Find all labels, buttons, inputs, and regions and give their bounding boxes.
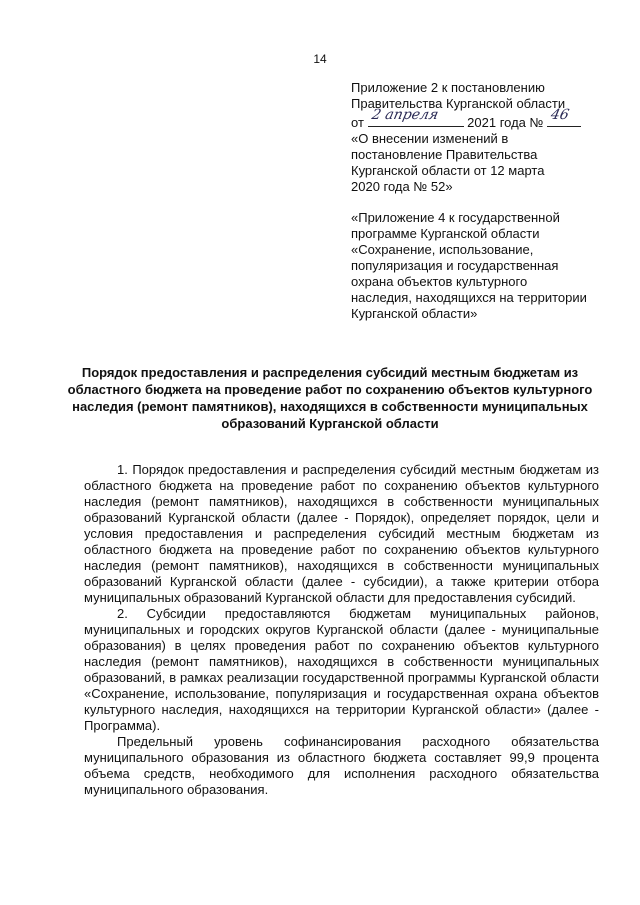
document-body — [84, 462, 599, 798]
program-line: популяризация и государственная — [351, 258, 559, 273]
paragraph: 1. Порядок предоставления и распределения субсидий местным бюджетам из областного бюджета на проведение работ по сохранению объектов культурного наследия (ремонт памятников), находящихся в собственности муниципальных образований Курганской области (далее - Порядок), определяет порядок, цели и условия предоставления и распределения субсидий местным бюджетам из областного бюджета на проведение работ по сохранению объектов культурного наследия (ремонт памятников), находящихся в собственности муниципальных образований Курганской области (далее - субсидии), а также критерии отбора муниципальных образований Курганской области для предоставления субсидий. — [84, 462, 599, 605]
appendix-line: Приложение 2 к постановлению — [351, 80, 545, 95]
page-number: 14 — [313, 52, 327, 66]
appendix-line: постановление Правительства — [351, 147, 538, 162]
program-line: программе Курганской области — [351, 226, 540, 241]
appendix-line: «О внесении изменений в — [351, 131, 509, 146]
program-line: Курганской области» — [351, 306, 478, 321]
date-prefix: от — [351, 115, 364, 130]
program-line: охрана объектов культурного — [351, 274, 528, 289]
appendix-line: 2020 года № 52» — [351, 179, 453, 194]
document-title: Порядок предоставления и распределения субсидий местным бюджетам из областного бюджета на проведение работ по сохранению объектов культурного наследия (ремонт памятников), находящихся в собственности муниципальных образований Курганской области — [67, 365, 593, 431]
appendix-header — [351, 80, 611, 322]
appendix-line: Правительства Курганской области — [351, 96, 566, 111]
year-and-number-label: 2021 года № — [467, 115, 544, 130]
program-line: «Сохранение, использование, — [351, 242, 534, 257]
paragraph: Предельный уровень софинансирования расходного обязательства муниципального образования из областного бюджета составляет 99,9 процента объема средств, необходимого для исполнения расходного обязательства муниципального образования. — [84, 734, 599, 797]
appendix-date-line — [351, 107, 611, 131]
handwritten-date-field — [368, 107, 464, 127]
program-line: наследия, находящихся на территории — [351, 290, 587, 305]
handwritten-number: 46 — [549, 107, 571, 123]
spacer — [351, 195, 611, 210]
paragraph: 2. Субсидии предоставляются бюджетам муниципальных районов, муниципальных и городских округов Курганской области (далее - муниципальные образования) в целях проведения работ по сохранению объектов культурного наследия (ремонт памятников), находящихся в собственности муниципальных образований, в рамках реализации государственной программы Курганской области «Сохранение, использование, популяризация и государственная охрана объектов культурного наследия, находящихся на территории Курганской области» (далее - Программа). — [84, 606, 599, 733]
handwritten-number-field — [547, 107, 581, 127]
program-line: «Приложение 4 к государственной — [351, 210, 560, 225]
handwritten-date: 2 апреля — [369, 107, 440, 123]
appendix-line: Курганской области от 12 марта — [351, 163, 545, 178]
